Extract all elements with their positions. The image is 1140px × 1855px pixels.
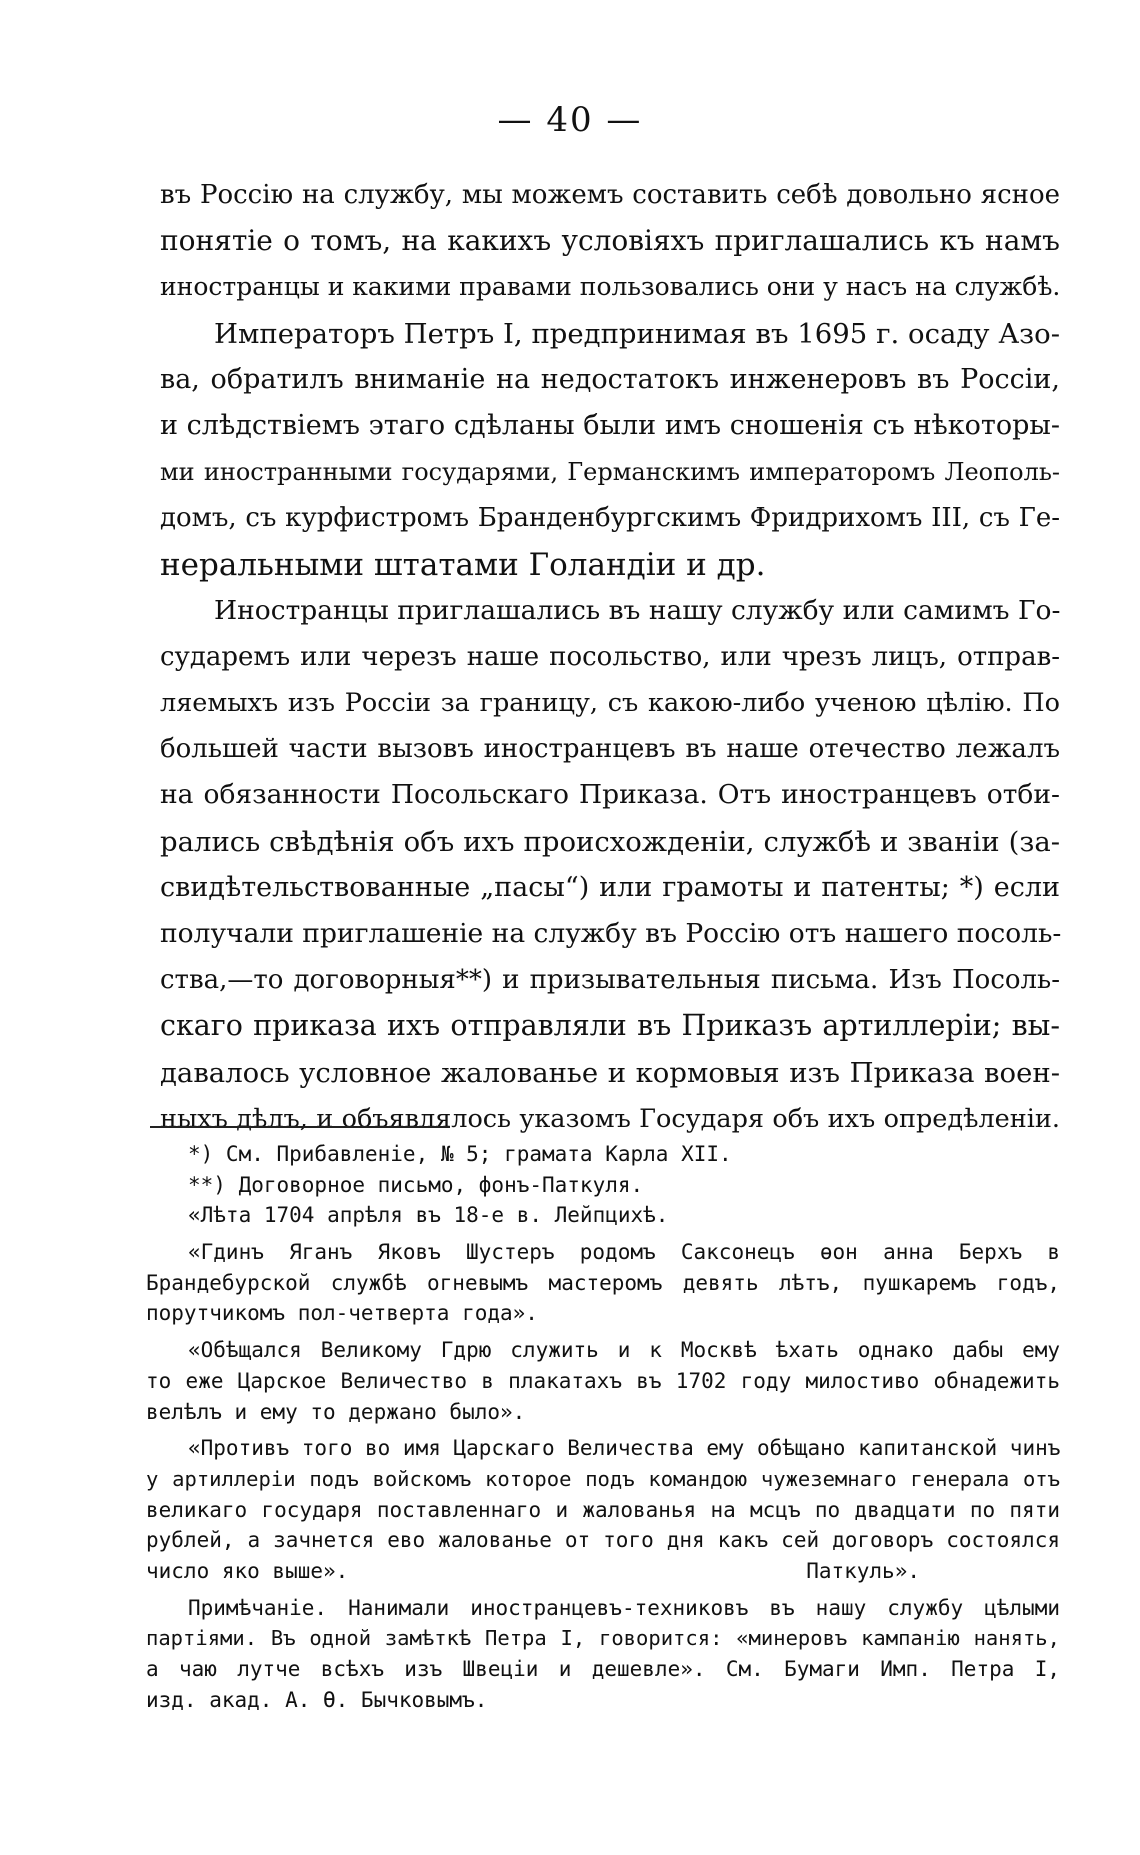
page-number: — 40 — [497,100,643,140]
footnote-line: порутчикомъ пол-четверта года». [146,1301,538,1326]
footnote-line: у артиллеріи подъ войскомъ которое подъ командою чужеземнаго генерала отъ [146,1466,1060,1491]
text-line: свидѣтельствованные „пасы“) или грамоты и патенты; *) если [160,871,1060,903]
text-line: ныхъ дѣлъ, и объявлялось указомъ Государя объ ихъ опредѣленіи. [160,1103,1060,1134]
footnote-line: изд. акад. А. Ѳ. Бычковымъ. [146,1687,488,1712]
footnote-text: число яко выше». [146,1558,349,1583]
text-line: въ Россію на службу, мы можемъ составить себѣ довольно ясное [160,180,1060,210]
footnote-line: Брандебурской службѣ огневымъ мастеромъ девять лѣтъ, пушкаремъ годъ, [146,1270,1060,1295]
text-line: понятіе о томъ, на какихъ условіяхъ приглашались къ намъ [160,224,1060,258]
footnote-line: «Противъ того во имя Царскаго Величества ему обѣщано капитанской чинъ [188,1436,1061,1461]
footnote-line: партіями. Въ одной замѣткѣ Петра I, говорится: «минеровъ кампанію нанять, [146,1626,1060,1651]
footnote-line: великаго государя поставленнаго и жалованья на мсцъ по двадцати по пяти [146,1497,1060,1522]
text-line: скаго приказа ихъ отправляли въ Приказъ артиллеріи; вы- [160,1009,1060,1043]
main-text [160,172,1060,1142]
footnote-divider [150,1126,450,1128]
text-line: на обязанности Посольскаго Приказа. Отъ иностранцевъ отби- [160,779,1060,811]
text-line: неральными штатами Голандіи и др. [160,546,766,583]
footnote-line: **) Договорное письмо, фонъ-Паткуля. [188,1172,644,1197]
text-line: большей части вызовъ иностранцевъ въ наше отечество лежалъ [160,734,1060,765]
footnote-line: а чаю лутче всѣхъ изъ Швеціи и дешевле». См. Бумаги Имп. Петра I, [146,1657,1060,1681]
text-line: домъ, съ курфистромъ Бранденбургскимъ Фридрихомъ III, съ Ге- [160,503,1060,534]
footnote-line: велѣлъ и ему то держано было». [146,1399,526,1424]
footnotes [146,1139,1060,1715]
text-line: рались свѣдѣнія объ ихъ происхожденіи, службѣ и званіи (за- [160,825,1060,858]
footnote-line [146,1556,1060,1587]
text-line: ва, обратилъ вниманіе на недостатокъ инженеровъ въ Россіи, [160,363,1060,395]
footnote-line: то еже Царское Величество в плакатахъ въ 1702 году милостиво обнадежить [146,1368,1060,1393]
text-line: давалось условное жалованье и кормовыя изъ Приказа воен- [160,1056,1060,1089]
text-line: ства,—то договорныя**) и призывательныя письма. Изъ Посоль- [160,965,1060,996]
text-line: ми иностранными государями, Германскимъ императоромъ Леополь- [160,458,1060,487]
footnote-line: *) См. Прибавленіе, № 5; грамата Карла XII. [188,1142,732,1166]
text-line: сударемъ или черезъ наше посольство, или чрезъ лицъ, отправ- [160,641,1060,672]
signature-text: Паткуль». [806,1558,920,1583]
text-line: получали приглашеніе на службу въ Россію отъ нашего посоль- [160,918,1062,949]
footnote-line: «Лѣта 1704 апрѣля въ 18-е в. Лейпцихѣ. [188,1203,669,1228]
text-line: Императоръ Петръ I, предпринимая въ 1695 г. осаду Азо- [214,317,1060,350]
text-line: и слѣдствіемъ этаго сдѣланы были имъ сношенія съ нѣкоторы- [160,409,1060,441]
text-line: Иностранцы приглашались въ нашу службу или самимъ Го- [214,594,1061,626]
text-line: ляемыхъ изъ Россіи за границу, съ какою-либо ученою цѣлію. По [160,688,1060,719]
footnote-line: «Обѣщался Великому Гдрю служить и к Москвѣ ѣхать однако дабы ему [188,1338,1060,1363]
footnote-line: Примѣчаніе. Нанимали иностранцевъ-техниковъ въ нашу службу цѣлыми [188,1595,1060,1620]
text-line: иностранцы и какими правами пользовались они у насъ на службѣ. [160,272,1061,302]
footnote-line: «Гдинъ Яганъ Яковъ Шустеръ родомъ Саксонецъ ѳон анна Берхъ в [188,1240,1060,1265]
footnote-line: рублей, а зачнется ево жалованье от того дня какъ сей договоръ состоялся [146,1528,1060,1553]
